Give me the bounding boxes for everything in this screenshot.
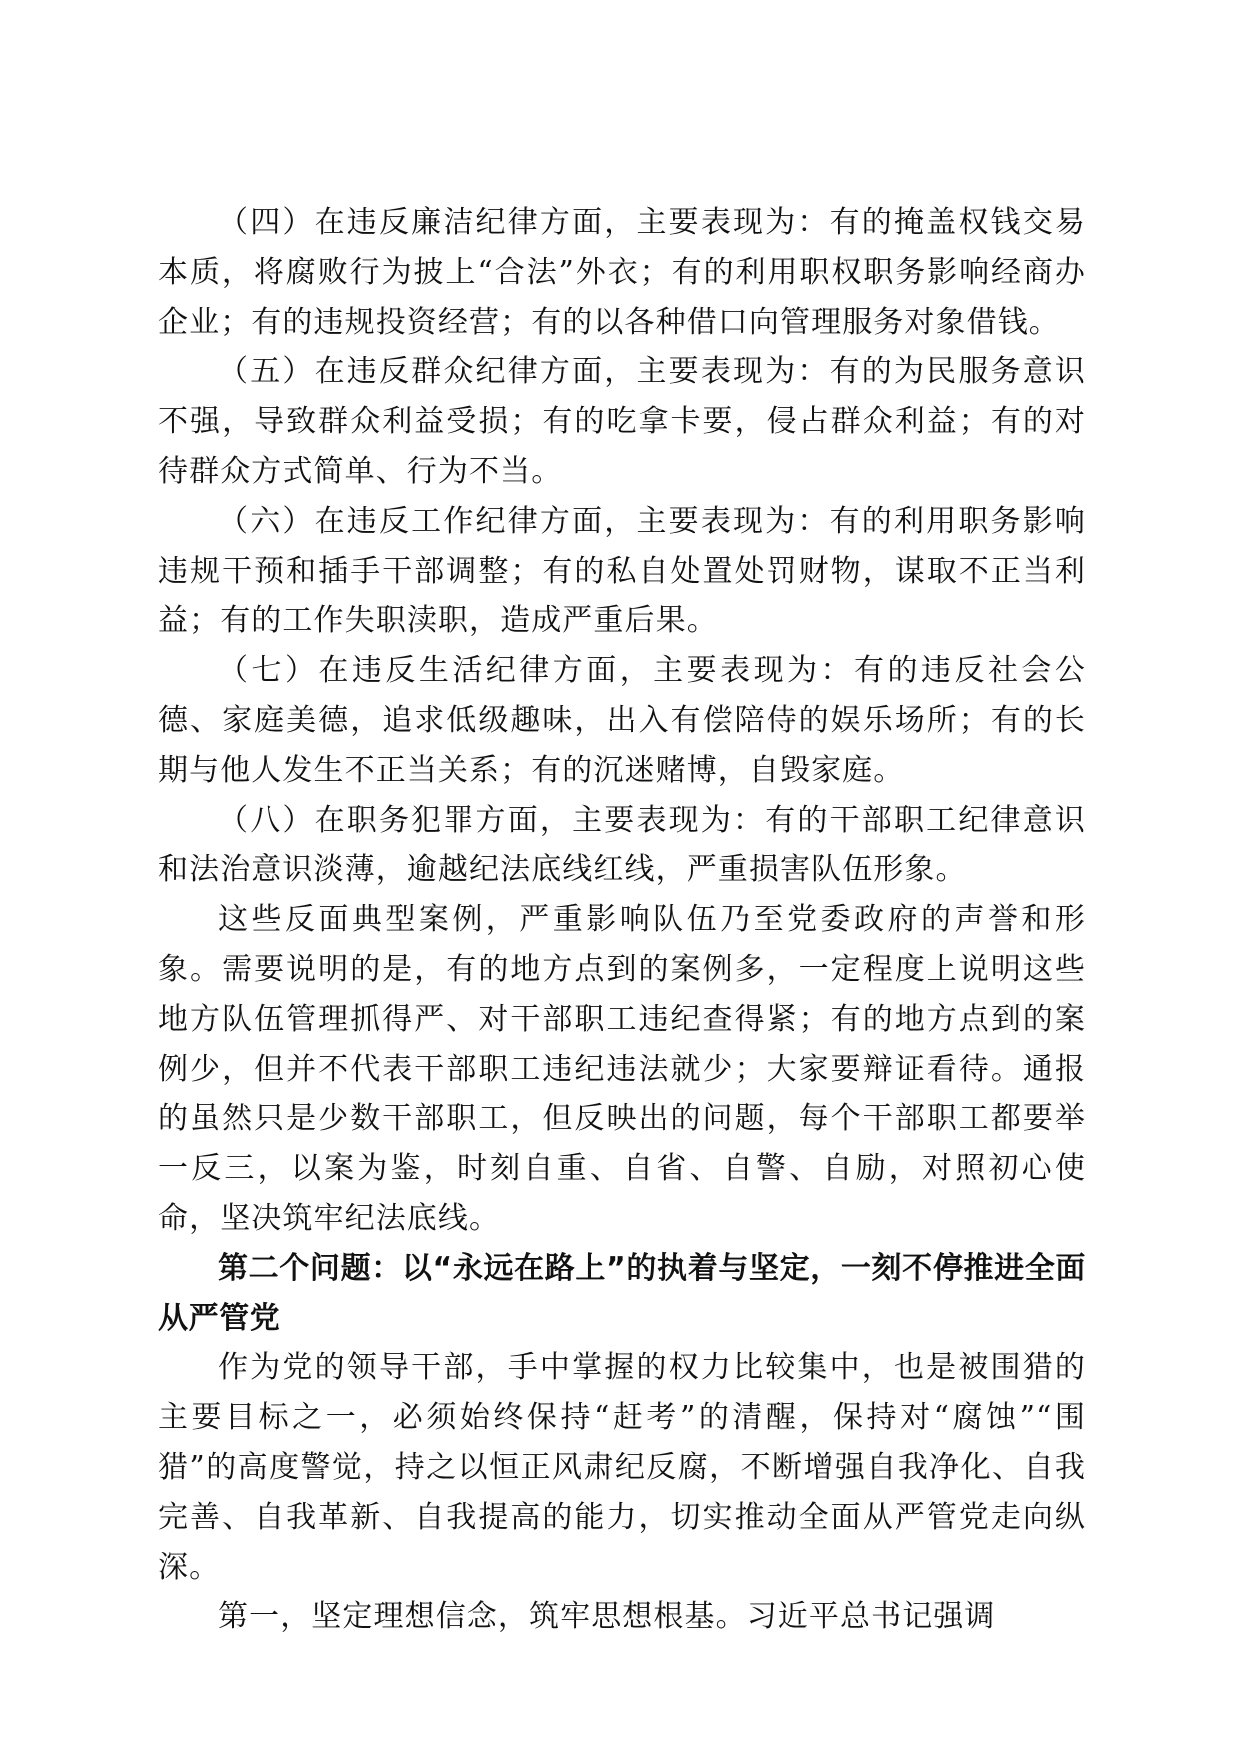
paragraph-integrity-discipline: （四）在违反廉洁纪律方面，主要表现为：有的掩盖权钱交易本质，将腐败行为披上“合法”外衣；有的利用职权职务影响经商办企业；有的违规投资经营；有的以各种借口向管理服务对象借钱。 <box>158 205 1086 340</box>
paragraph-mass-discipline: （五）在违反群众纪律方面，主要表现为：有的为民服务意识不强，导致群众利益受损；有的吃拿卡要，侵占群众利益；有的对待群众方式简单、行为不当。 <box>158 354 1086 489</box>
paragraph-case-summary: 这些反面典型案例，严重影响队伍乃至党委政府的声誉和形象。需要说明的是，有的地方点到的案例多，一定程度上说明这些地方队伍管理抓得严、对干部职工违纪查得紧；有的地方点到的案例少，但并不代表干部职工违纪违法就少；大家要辩证看待。通报的虽然只是少数干部职工，但反映出的问题，每个干部职工都要举一反三，以案为鉴，时刻自重、自省、自警、自励，对照初心使命，坚决筑牢纪法底线。 <box>158 902 1086 1236</box>
paragraph-leadership: 作为党的领导干部，手中掌握的权力比较集中，也是被围猎的主要目标之一，必须始终保持“赶考”的清醒，保持对“腐蚀”“围猎”的高度警觉，持之以恒正风肃纪反腐，不断增强自我净化、自我完善、自我革新、自我提高的能力，切实推动全面从严管党走向纵深。 <box>158 1350 1086 1585</box>
paragraph-ideals: 第一，坚定理想信念，筑牢思想根基。习近平总书记强调 <box>218 1599 996 1635</box>
paragraph-duty-crime: （八）在职务犯罪方面，主要表现为：有的干部职工纪律意识和法治意识淡薄，逾越纪法底线红线，严重损害队伍形象。 <box>158 802 1086 888</box>
paragraph-work-discipline: （六）在违反工作纪律方面，主要表现为：有的利用职务影响违规干预和插手干部调整；有的私自处置处罚财物，谋取不正当利益；有的工作失职渎职，造成严重后果。 <box>158 503 1086 639</box>
section-heading: 第二个问题：以“永远在路上”的执着与坚定，一刻不停推进全面从严管党 <box>158 1250 1086 1336</box>
document-page <box>158 198 1086 1642</box>
paragraph-life-discipline: （七）在违反生活纪律方面，主要表现为：有的违反社会公德、家庭美德，追求低级趣味，出入有偿陪侍的娱乐场所；有的长期与他人发生不正当关系；有的沉迷赌博，自毁家庭。 <box>158 653 1086 788</box>
